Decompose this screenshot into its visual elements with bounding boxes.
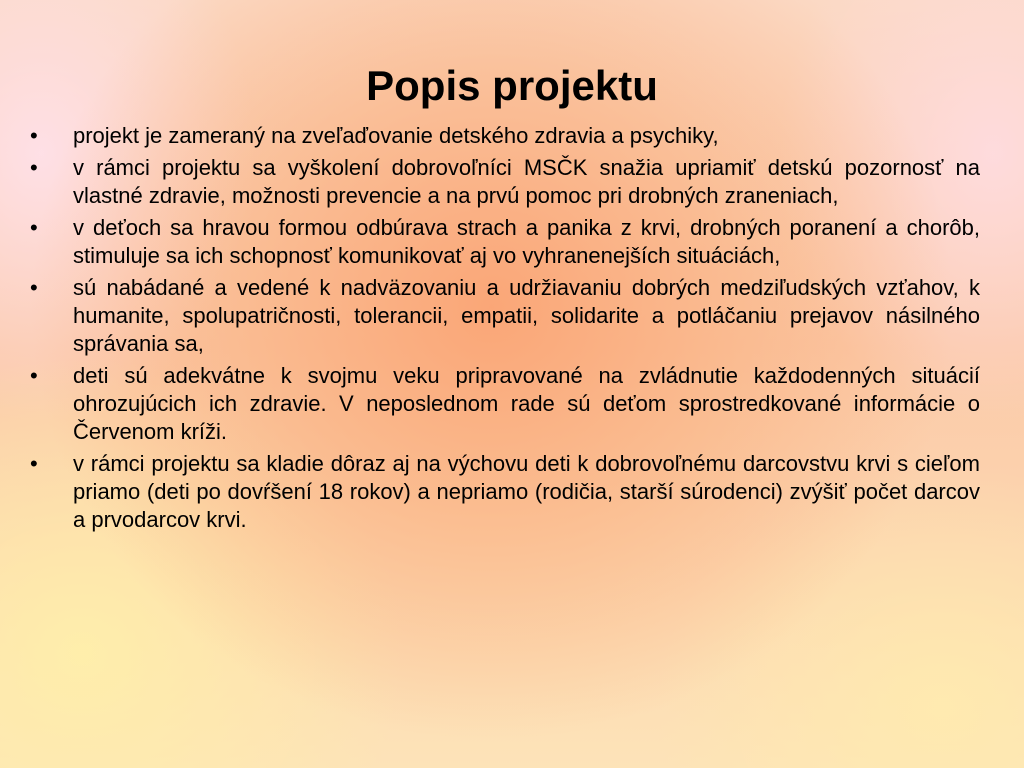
bullet-icon: •	[30, 275, 38, 300]
bullet-icon: •	[30, 155, 38, 180]
bullet-item	[30, 450, 980, 534]
bullet-text: v deťoch sa hravou formou odbúrava strach a panika z krvi, drobných poranení a chorôb, stimuluje sa ich schopnosť komunikovať aj vo vyhranenejších situáciách,	[73, 215, 980, 268]
bullet-text: sú nabádané a vedené k nadväzovaniu a udržiavaniu dobrých medziľudských vzťahov, k humanite, spolupatričnosti, tolerancii, empatii, solidarite a potláčaniu prejavov násilného správania sa,	[73, 275, 980, 356]
bullet-text: v rámci projektu sa kladie dôraz aj na výchovu deti k dobrovoľnému darcovstvu krvi s cieľom priamo (deti po dovŕšení 18 rokov) a nepriamo (rodičia, starší súrodenci) zvýšiť počet darcov a prvodarcov krvi.	[73, 451, 980, 532]
bullet-icon: •	[30, 123, 38, 148]
bullet-item	[30, 274, 980, 358]
bullet-item	[30, 362, 980, 446]
bullet-text: deti sú adekvátne k svojmu veku pripravované na zvládnutie každodenných situácií ohrozujúcich ich zdravie. V neposlednom rade sú deťom sprostredkované informácie o Červenom kríži.	[73, 363, 980, 444]
bullet-icon: •	[30, 215, 38, 240]
bullet-text: v rámci projektu sa vyškolení dobrovoľníci MSČK snažia upriamiť detskú pozornosť na vlastné zdravie, možnosti prevencie a na prvú pomoc pri drobných zraneniach,	[73, 155, 980, 208]
bullet-item	[30, 122, 980, 150]
bullet-item	[30, 154, 980, 210]
bullet-list	[30, 122, 980, 538]
slide-title: Popis projektu	[366, 62, 658, 109]
bullet-icon: •	[30, 363, 38, 388]
bullet-item	[30, 214, 980, 270]
bullet-icon: •	[30, 451, 38, 476]
bullet-text: projekt je zameraný na zveľaďovanie detského zdravia a psychiky,	[73, 123, 719, 148]
